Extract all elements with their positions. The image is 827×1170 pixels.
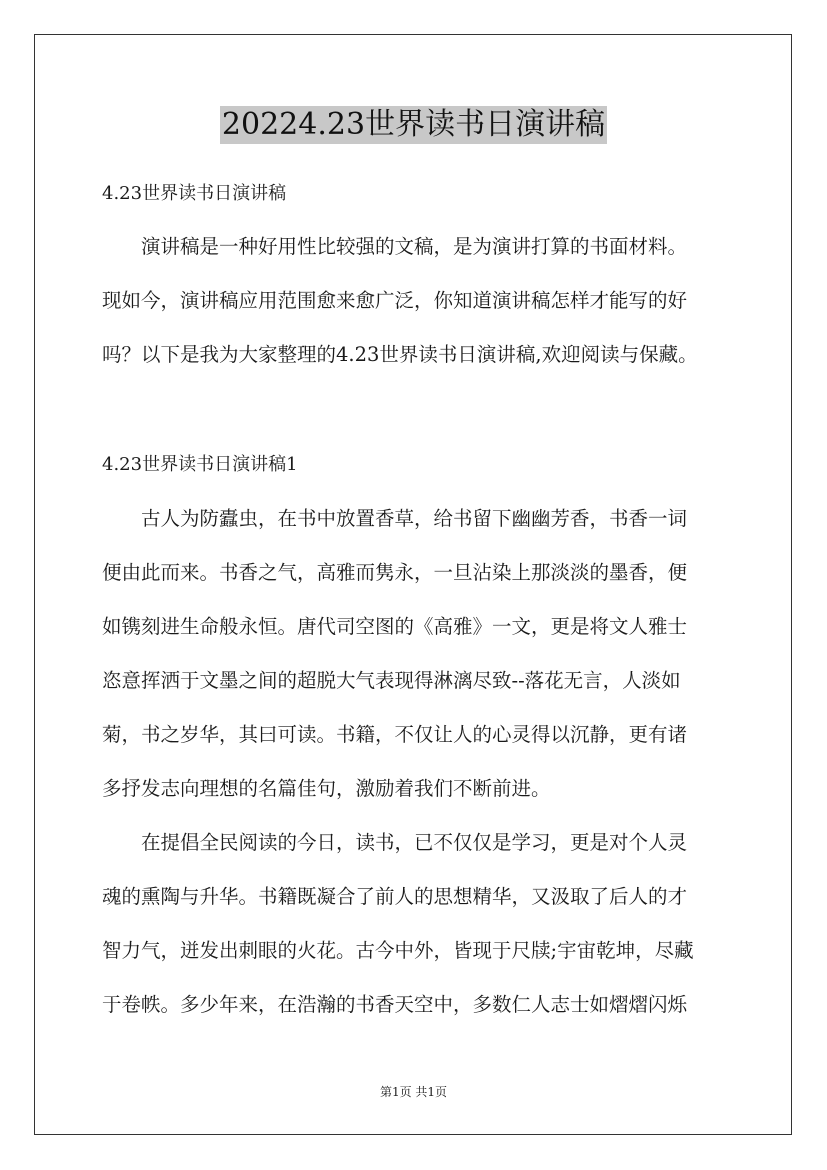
paragraph-line: 多抒发志向理想的名篇佳句，激励着我们不断前进。 — [102, 777, 551, 800]
paragraph-line: 如镌刻进生命般永恒。唐代司空图的《高雅》一文，更是将文人雅士 — [102, 615, 688, 638]
paragraph-line: 在提倡全民阅读的今日，读书，已不仅仅是学习，更是对个人灵 — [141, 831, 688, 854]
document-subtitle: 4.23世界读书日演讲稿 — [102, 183, 287, 204]
paragraph-line: 菊，书之岁华，其曰可读。书籍，不仅让人的心灵得以沉静，更有诸 — [102, 723, 688, 746]
paragraph-line: 古人为防蠹虫，在书中放置香草，给书留下幽幽芳香，书香一词 — [141, 507, 688, 530]
intro-line: 吗？以下是我为大家整理的4.23世界读书日演讲稿,欢迎阅读与保藏。 — [102, 343, 698, 366]
paragraph-line: 智力气，迸发出刺眼的火花。古今中外，皆现于尺牍;宇宙乾坤，尽藏 — [102, 939, 694, 962]
page-footer: 第1页 共1页 — [379, 1085, 448, 1099]
intro-line: 演讲稿是一种好用性比较强的文稿，是为演讲打算的书面材料。 — [141, 235, 688, 258]
document-title-text: 20224.23世界读书日演讲稿 — [221, 107, 606, 142]
paragraph-line: 便由此而来。书香之气，高雅而隽永，一旦沾染上那淡淡的墨香，便 — [102, 561, 688, 584]
paragraph-line: 恣意挥洒于文墨之间的超脱大气表现得淋漓尽致--落花无言，人淡如 — [102, 669, 681, 692]
paragraph-line: 魂的熏陶与升华。书籍既凝合了前人的思想精华，又汲取了后人的才 — [102, 885, 688, 908]
section-heading: 4.23世界读书日演讲稿1 — [102, 454, 298, 475]
document-title — [0, 104, 827, 144]
paragraph-line: 于卷帙。多少年来，在浩瀚的书香天空中，多数仁人志士如熠熠闪烁 — [102, 993, 688, 1016]
intro-line: 现如今，演讲稿应用范围愈来愈广泛，你知道演讲稿怎样才能写的好 — [102, 289, 688, 312]
